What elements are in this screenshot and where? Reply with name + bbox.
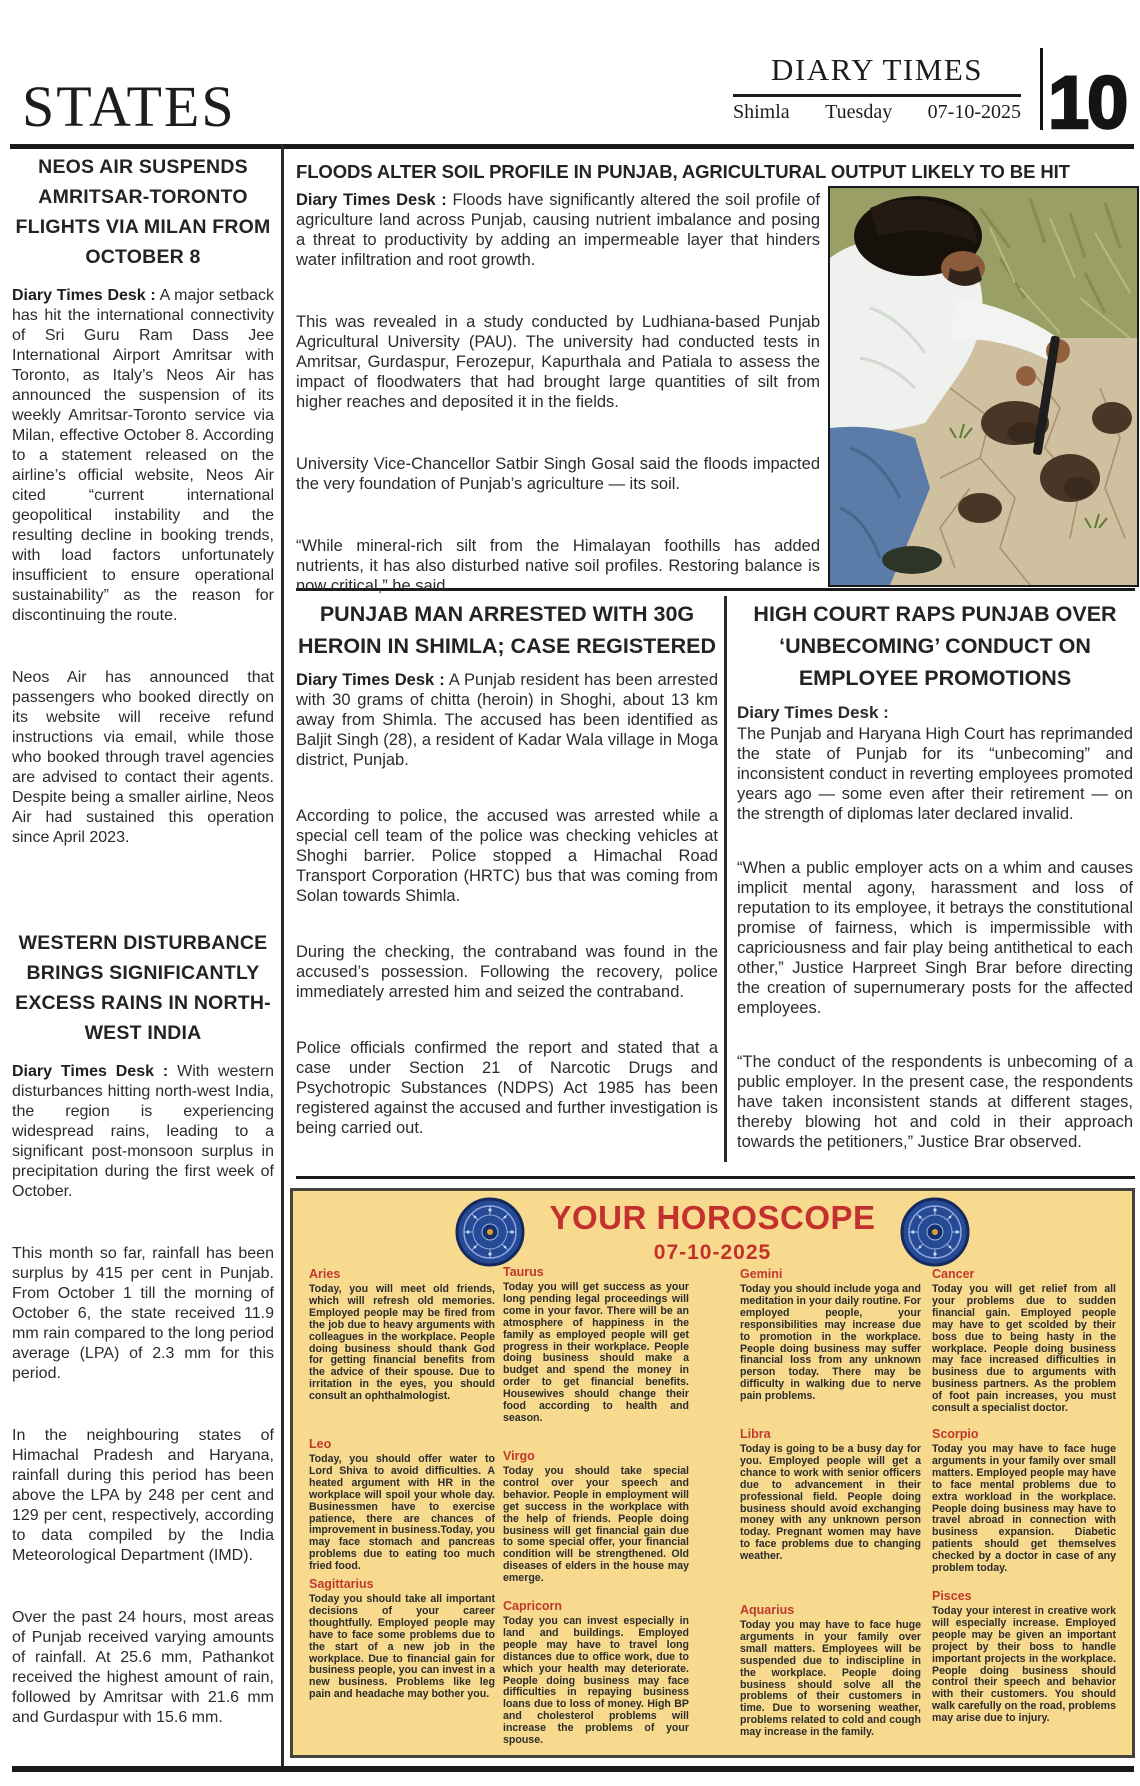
article-paragraph: Diary Times Desk : With western disturbances hitting north-west India, the region is experiencing widespread rains, leading to a significant post-monsoon surplus in precipitation during the first week of October.: [12, 1063, 274, 1200]
article-paragraph: University Vice-Chancellor Satbir Singh Gosal said the floods impacted the very foundation of Punjab’s agriculture — its soil.: [296, 455, 820, 493]
horoscope-box: [290, 1188, 1135, 1758]
article-western-disturbance: [12, 928, 274, 1728]
horoscope-sign: Aquarius: [740, 1603, 795, 1617]
horoscope-top-rule: [296, 1176, 1135, 1179]
page-number: 10: [1048, 61, 1127, 144]
soil-inspection-photo-graphic: [830, 188, 1137, 585]
column-divider-left: [281, 144, 284, 1766]
horoscope-sign: Aries: [309, 1267, 341, 1281]
dateline-day: Tuesday: [825, 101, 893, 123]
article-paragraph: This month so far, rainfall has been surplus by 415 per cent in Punjab. From October 1 till the morning of October 6, the state received 11.9 mm rain compared to the long period average (LPA) of 2.3 mm for this period.: [12, 1245, 274, 1382]
horoscope-sign: Virgo: [503, 1449, 535, 1463]
soil-inspection-photo: [828, 186, 1139, 587]
horoscope-cancer: [932, 1267, 1116, 1415]
horoscope-text: Today, you should offer water to Lord Shiva to avoid difficulties. A heated argument with HR in the workplace will spoil your whole day. Businessmen have to exercise patience, there are chances of improvement in business.Today, you may face stomach and pancreas problems due to eating too much fried food.: [309, 1453, 495, 1573]
horoscope-text: Today you will get success as your long pending legal proceedings will come in your favor. There will be an atmosphere of happiness in the family as employed people will get progress in their workplace. People doing business should make a budget and spend the money in order to get financial benefits. Housewives should change their food according to health and season.: [503, 1281, 689, 1424]
article-headline: WESTERN DISTURBANCE BRINGS SIGNIFICANTLY EXCESS RAINS IN NORTH-WEST INDIA: [15, 932, 271, 1044]
horoscope-header: [293, 1197, 1132, 1267]
horoscope-text: Today your interest in creative work will especially increase. Employed people may be given an important project by their boss to handle important projects in the workplace. People doing business should control their speech and behavior with their customers. You should walk carefully on the road, problems may arise due to injury.: [932, 1605, 1116, 1725]
section-title: STATES: [22, 74, 236, 139]
masthead-rule: [733, 94, 1021, 97]
horoscope-text: Today you should take all important decisions of your career thoughtfully. Employed people may have to face some problems due to the start of a new job in the workplace. Due to financial gain for business people, you can invest in a new business. Problems like leg pain and headache may bother you.: [309, 1593, 495, 1701]
horoscope-text: Today you can invest especially in land and buildings. Employed people may have to travel long distances due to office work, due to which your health may deteriorate. People doing business may face difficulties in repaying business loans due to loss of money. High BP and cholesterol problems will increase the problems of your spouse.: [503, 1615, 689, 1747]
horoscope-capricorn: [503, 1599, 689, 1747]
desk-label: Diary Times Desk :: [296, 191, 447, 209]
article-paragraph: Diary Times Desk : A major setback has hit the international connectivity of Sri Guru Ram Dass Jee International Airport Amritsar with Toronto, as Italy’s Neos Air has announced the suspension of its weekly Amritsar-Toronto service via Milan, effective October 8. According to a statement released on the airline’s official website, Neos Air cited “current international geopolitical instability and the resulting decline in booking trends, with load factors unfortunately insufficient to ensure operational sustainability” as the reason for discontinuing the route.: [12, 287, 275, 624]
horoscope-text: Today you should take special control over your speech and behavior. People in employment will get success in the workplace with the help of friends. People doing business will get financial gain due to some special offer, your financial condition will be strengthened. Old diseases of elders in the house may emerge.: [503, 1465, 689, 1585]
article-paragraph: Over the past 24 hours, most areas of Punjab received varying amounts of rainfall. At 25.6 mm, Pathankot received the highest amount of rain, followed by Amritsar with 21.6 mm and Gurdaspur with 15.6 mm.: [12, 1609, 274, 1726]
column-divider-middle: [724, 596, 727, 1162]
article-paragraph: “While mineral-rich silt from the Himalayan foothills has added nutrients, it has also disturbed native soil profiles. Restoring balance is now critical,” he said.: [296, 537, 820, 595]
zodiac-wheel-icon: [900, 1197, 970, 1267]
article-headline-floods: FLOODS ALTER SOIL PROFILE IN PUNJAB, AGRICULTURAL OUTPUT LIKELY TO BE HIT: [296, 161, 1070, 182]
desk-label: Diary Times Desk :: [12, 1063, 169, 1080]
article-paragraph: In the neighbouring states of Himachal Pradesh and Haryana, rainfall during this period has been above the LPA by 248 per cent and 129 per cent, respectively, according to data compiled by the India Meteorological Department (IMD).: [12, 1427, 274, 1564]
horoscope-sign: Taurus: [503, 1265, 544, 1279]
horoscope-text: Today you should include yoga and meditation in your daily routine. For employed people, your responsibilities may increase due to promotion in the workplace. People doing business may suffer financial loss from any unknown person today. There may be difficulty in walking due to nerve pain problems.: [740, 1283, 921, 1403]
desk-label: Diary Times Desk :: [737, 703, 889, 722]
masthead-title: DIARY TIMES: [771, 52, 983, 87]
article-paragraph: This was revealed in a study conducted by Ludhiana-based Punjab Agricultural University (PAU). The university had conducted tests in Amritsar, Gurdaspur, Ferozepur, Kapurthala and Patiala to assess the impact of floodwaters that had brought large quantities of silt from higher reaches and deposited it in the fields.: [296, 313, 820, 411]
horoscope-sign: Scorpio: [932, 1427, 979, 1441]
horoscope-text: Today you will get relief from all your problems due to sudden financial gain. Employed people may have to get scolded by their boss due to being hasty in the workplace. People doing business may face increased difficulties in business due to arguments with business partners. As the problem of foot pain increases, you must consult a specialist doctor.: [932, 1283, 1116, 1415]
article-paragraph: During the checking, the contraband was found in the accused’s possession. Following the recovery, police immediately arrested him and seized the contraband.: [296, 943, 718, 1001]
article-paragraph: Diary Times Desk : A Punjab resident has been arrested with 30 grams of chitta (heroin) in Shoghi, about 13 km away from Shimla. The accused has been identified as Baljit Singh (28), a resident of Kadar Wala village in Moga district, Punjab.: [296, 671, 718, 769]
horoscope-sign: Sagittarius: [309, 1577, 374, 1591]
article-paragraph: According to police, the accused was arrested while a special cell team of the police was checking vehicles at Shoghi barrier. Police stopped a Himachal Road Transport Corporation (HRTC) bus that was coming from Solan towards Shimla.: [296, 807, 718, 905]
article-high-court: [737, 598, 1133, 1152]
page-number-divider: [1040, 48, 1043, 130]
article-paragraph: “When a public employer acts on a whim and causes implicit mental agony, harassment and loss of reputation to its employee, it betrays the constitutional promise of fairness, which is impermissible with capriciousness and fair play being antithetical to each other,” Justice Harpreet Singh Brar before directing the creation of supernumerary posts for the affected employees.: [737, 859, 1133, 1017]
article-headline: NEOS AIR SUSPENDS AMRITSAR-TORONTO FLIGHTS VIA MILAN FROM OCTOBER 8: [15, 156, 271, 268]
horoscope-gemini: [740, 1267, 921, 1403]
horoscope-leo: [309, 1437, 495, 1573]
horoscope-text: Today you may have to face huge arguments in your family over small matters. Employees will be suspended due to indiscipline in the workplace. People doing business should solve all the problems of their customers in time. Due to worsening weather, problems related to cold and cough may increase in the family.: [740, 1619, 921, 1739]
horoscope-sagittarius: [309, 1577, 495, 1701]
horoscope-virgo: [503, 1449, 689, 1585]
article-heroin-arrest: [296, 598, 718, 1138]
horoscope-aries: [309, 1267, 495, 1403]
article-neos-air: [12, 152, 274, 848]
horoscope-text: Today is going to be a busy day for you. Employed people will get a chance to work with senior officers due to advancement in their professional field. People doing business should avoid exchanging money with any unknown person today. Pregnant women may have to face problems due to changing weather.: [740, 1443, 921, 1563]
horoscope-sign: Capricorn: [503, 1599, 563, 1613]
horoscope-text: Today you may have to face huge arguments in your family over small matters. Employed people may have to face mental problems due to extra workload in the workplace. People doing business may have to travel abroad in connection with business expansion. Diabetic patients should get themselves checked by a doctor in case of any problem today.: [932, 1443, 1116, 1575]
horoscope-sign: Leo: [309, 1437, 332, 1451]
horoscope-taurus: [503, 1265, 689, 1425]
horoscope-pisces: [932, 1589, 1116, 1725]
article-paragraph: Neos Air has announced that passengers who booked directly on its website will receive refund instructions via email, while those who booked through travel agencies are advised to contact their agents. Despite being a smaller airline, Neos Air had sustained this operation since April 2023.: [12, 669, 274, 846]
horoscope-sign: Pisces: [932, 1589, 972, 1603]
article-paragraph: Diary Times Desk : Floods have significantly altered the soil profile of agriculture land across Punjab, causing nutrient imbalance and posing a threat to productivity by adding an impermeable layer that hinders water infiltration and root growth.: [296, 191, 821, 269]
horoscope-libra: [740, 1427, 921, 1563]
article-paragraph: The Punjab and Haryana High Court has reprimanded the state of Punjab for its “unbecoming” and inconsistent conduct in reverting employees promoted years ago — some even after their retirement — on the strength of diplomas later declared invalid.: [737, 725, 1133, 823]
article-floods-soil: [296, 190, 820, 596]
page-bottom-rule: [12, 1766, 1134, 1772]
header-rule: [10, 144, 1134, 149]
dateline-date: 07-10-2025: [927, 101, 1021, 123]
article-paragraph: Police officials confirmed the report and stated that a case under Section 21 of Narcotic Drugs and Psychotropic Substances (NDPS) Act 1985 has been registered against the accused and further investigation is being carried out.: [296, 1039, 718, 1137]
masthead: [733, 52, 1021, 124]
dateline: [733, 101, 1021, 124]
horoscope-sign: Gemini: [740, 1267, 783, 1281]
horoscope-title: YOUR HOROSCOPE: [549, 1199, 876, 1236]
horoscope-text: Today, you will meet old friends, which will refresh old memories. Employed people may be fired from the job due to heavy arguments with colleagues in the workplace. People doing business should thank God for getting financial benefits from the advice of their spouse. Due to irritation in the eyes, you should consult an ophthalmologist.: [309, 1283, 495, 1403]
horoscope-scorpio: [932, 1427, 1116, 1575]
zodiac-wheel-icon: [455, 1197, 525, 1267]
horoscope-sign: Cancer: [932, 1267, 975, 1281]
horoscope-aquarius: [740, 1603, 921, 1739]
article-headline: PUNJAB MAN ARRESTED WITH 30G HEROIN IN SHIMLA; CASE REGISTERED: [297, 602, 717, 658]
desk-label: Diary Times Desk :: [12, 287, 156, 304]
dateline-place: Shimla: [733, 101, 790, 123]
article-paragraph: “The conduct of the respondents is unbecoming of a public employer. In the present case, the respondents have taken inconsistent stands at different stages, thereby blowing hot and cold in their approach towards the petitioners,” Justice Brar observed.: [737, 1053, 1133, 1151]
horoscope-date: 07-10-2025: [653, 1241, 772, 1264]
article-headline: HIGH COURT RAPS PUNJAB OVER ‘UNBECOMING’ CONDUCT ON EMPLOYEE PROMOTIONS: [753, 602, 1117, 690]
horoscope-sign: Libra: [740, 1427, 771, 1441]
desk-label: Diary Times Desk :: [296, 671, 445, 689]
horoscope-titles: [549, 1199, 875, 1265]
